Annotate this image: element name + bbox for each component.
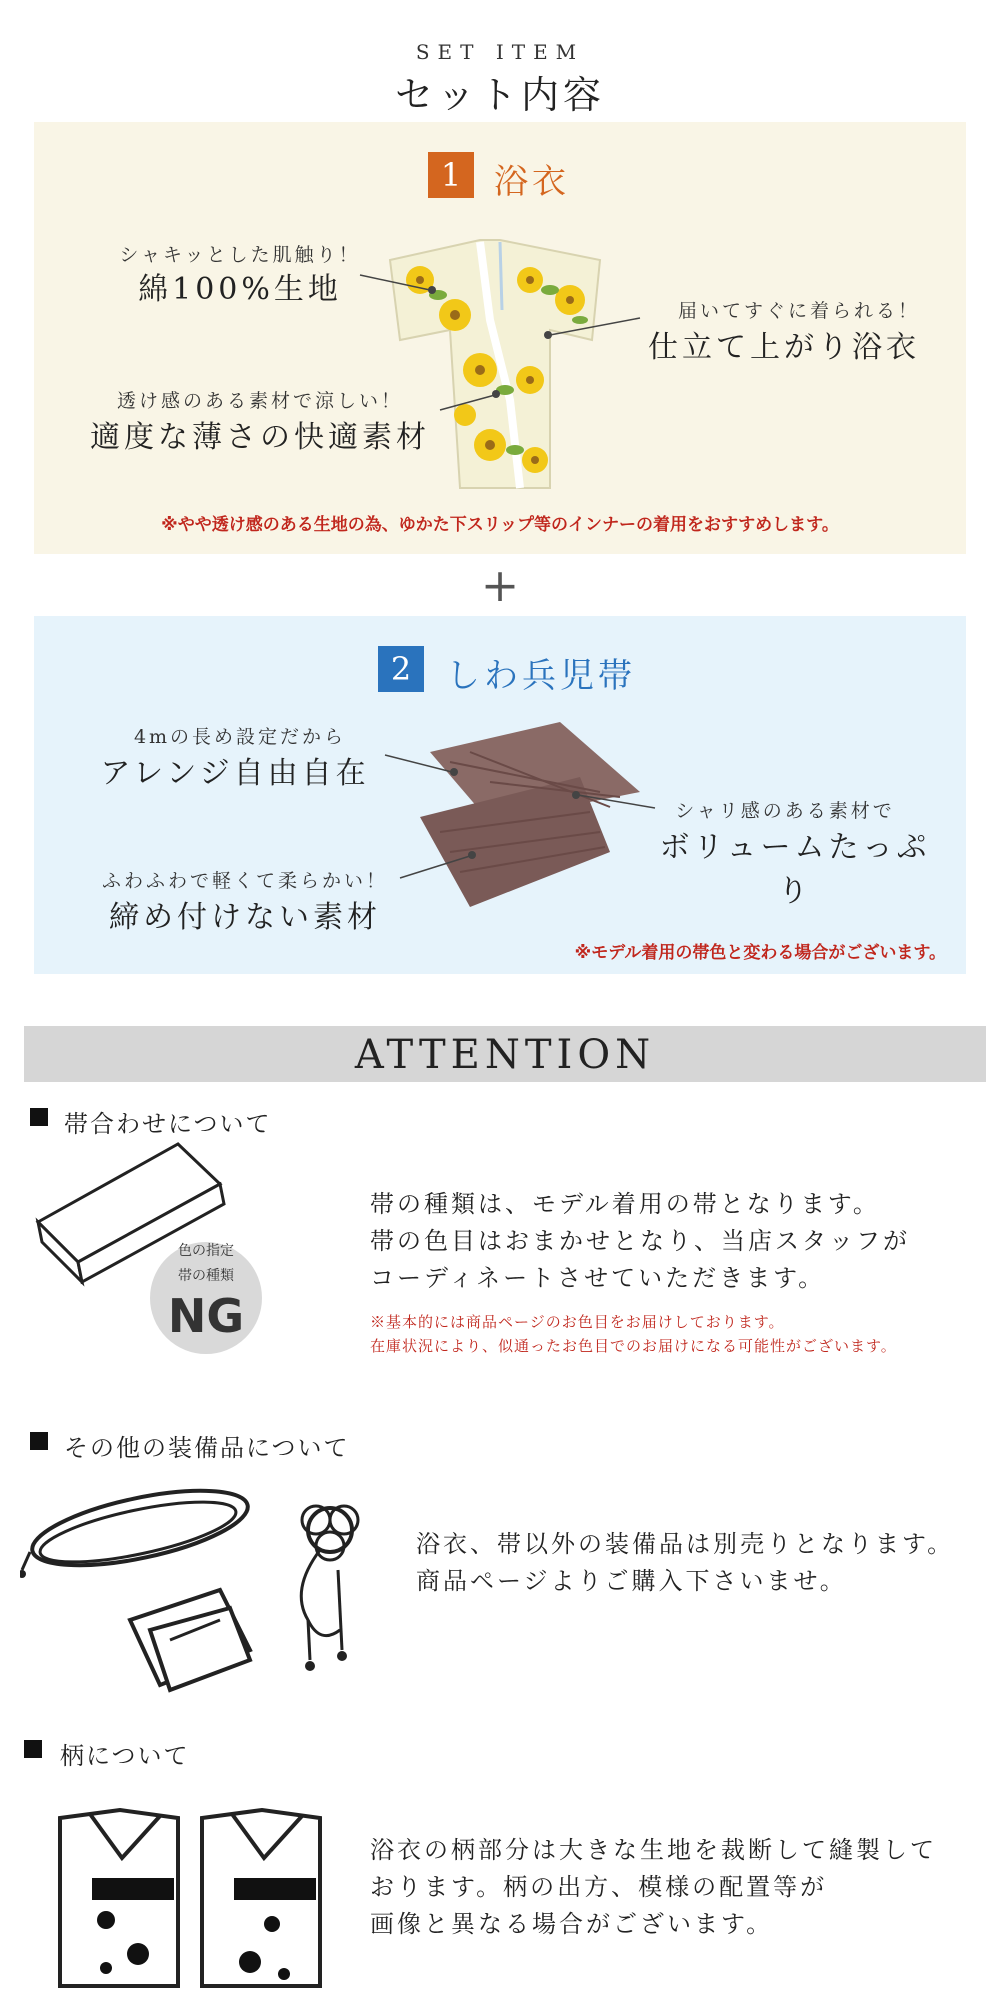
attention1-notes: [370, 1310, 998, 1358]
attention2-line1: 浴衣、帯以外の装備品は別売りとなります。: [416, 1530, 955, 1558]
header-jp: セット内容: [394, 73, 605, 117]
item2-title: しわ兵児帯: [446, 656, 636, 696]
item1-number: 1: [428, 152, 474, 198]
plus-sign: +: [480, 558, 520, 612]
attention1-line1: 帯の種類は、モデル着用の帯となります。: [370, 1190, 880, 1218]
square-bullet-3: [24, 1740, 42, 1758]
item2-callout2-main: ボリュームたっぷり: [659, 830, 931, 909]
item1-callout1-sub: シャキッとした肌触り！: [119, 244, 361, 266]
item2-note: ※モデル着用の帯色と変わる場合がございます。: [574, 943, 946, 963]
accessories-illustration: [20, 1480, 380, 1720]
ng-badge-line2: 帯の種類: [178, 1268, 234, 1284]
item1-callout3-sub: 透け感のある素材で涼しい！: [116, 390, 403, 412]
ng-badge-line1: 色の指定: [178, 1243, 234, 1259]
item1-callout2-main: 仕立て上がり浴衣: [648, 330, 920, 365]
square-bullet-2: [30, 1432, 48, 1450]
item1-title: 浴衣: [494, 162, 570, 202]
attention1-body: [370, 1186, 990, 1297]
attention2-heading: その他の装備品について: [64, 1434, 350, 1462]
attention1-line3: コーディネートさせていただきます。: [370, 1264, 826, 1292]
item2-callout3-sub: ふわふわで軽くて柔らかい！: [101, 870, 388, 892]
item1-callout3-main: 適度な薄さの快適素材: [90, 420, 430, 455]
item1-note: ※やや透け感のある生地の為、ゆかた下スリップ等のインナーの着用をおすすめします。: [161, 515, 839, 535]
item2-callout1-main: アレンジ自由自在: [100, 756, 370, 791]
attention1-heading: 帯合わせについて: [64, 1110, 272, 1138]
square-bullet-1: [30, 1108, 48, 1126]
item2-callout3-main: 締め付けない素材: [109, 900, 381, 935]
attention1-line2: 帯の色目はおまかせとなり、当店スタッフが: [370, 1227, 910, 1255]
item1-callout2-sub: 届いてすぐに着られる！: [677, 300, 920, 322]
attention3-line2: おります。柄の出方、模様の配置等が: [370, 1873, 828, 1901]
ng-badge-big: NG: [167, 1289, 245, 1343]
yukata-pattern-illustration: [50, 1808, 340, 1988]
obi-ng-illustration: [28, 1140, 288, 1360]
attention2-line2: 商品ページよりご購入下さいませ。: [416, 1567, 847, 1595]
attention3-line1: 浴衣の柄部分は大きな生地を裁断して縫製して: [370, 1836, 937, 1864]
item2-number: 2: [378, 646, 424, 692]
item1-callout1-main: 綿100%生地: [138, 272, 342, 307]
attention3-body: [370, 1832, 990, 1943]
attention-title: ATTENTION: [354, 1032, 656, 1078]
attention1-note1: ※基本的には商品ページのお色目をお届けしております。: [370, 1313, 785, 1331]
attention3-line3: 画像と異なる場合がございます。: [370, 1910, 774, 1938]
attention1-note2: 在庫状況により、似通ったお色目でのお届けになる可能性がございます。: [370, 1337, 897, 1355]
item2-callout1-sub: 4mの長め設定だから: [133, 726, 347, 748]
attention2-body: [416, 1526, 996, 1600]
header-en: SET ITEM: [415, 40, 585, 64]
item2-callout2-sub: シャリ感のある素材で: [675, 800, 895, 822]
attention3-heading: 柄について: [60, 1742, 190, 1770]
